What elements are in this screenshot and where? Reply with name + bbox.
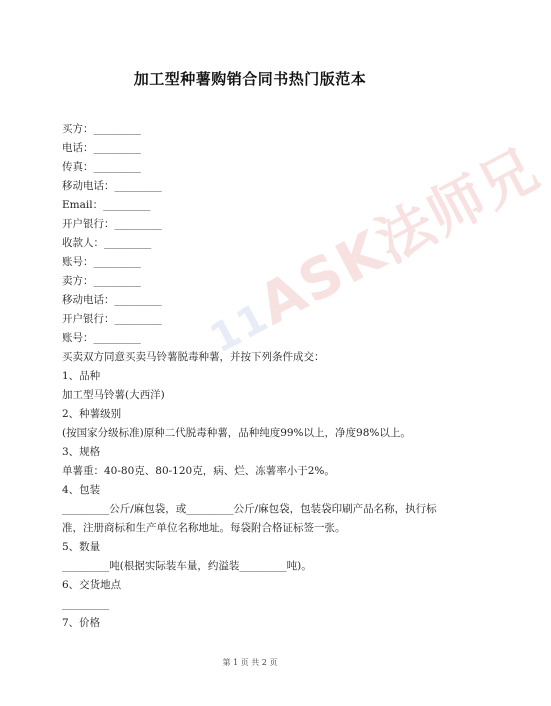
phone-line: 电话：_________ (62, 142, 141, 154)
bank-line: 开户银行：_________ (62, 218, 162, 230)
section-1-body: 加工型马铃薯(大西洋) (62, 389, 165, 401)
seller-mobile-line: 移动电话：_________ (62, 294, 162, 306)
section-6-body: _________ (62, 598, 110, 610)
document-title: 加工型种薯购销合同书热门版范本 (133, 70, 367, 88)
payee-line: 收款人：_________ (62, 237, 152, 249)
seller-line: 卖方：_________ (62, 275, 141, 287)
document-body (62, 120, 447, 633)
seller-bank-line: 开户银行：_________ (62, 313, 162, 325)
section-3-heading: 3、规格 (62, 446, 101, 458)
section-5-heading: 5、数量 (62, 541, 101, 553)
intro-paragraph: 买卖双方同意买卖马铃薯脱毒种薯，并按下列条件成交： (62, 351, 325, 363)
seller-account-line: 账号：_________ (62, 332, 141, 344)
section-6-heading: 6、交货地点 (62, 579, 122, 591)
email-line: Email：_________ (62, 199, 151, 211)
buyer-line: 买方：_________ (62, 123, 141, 135)
section-5-body: _________吨(根据实际装车量，约溢装_________吨)。 (62, 560, 312, 572)
section-4-heading: 4、包装 (62, 484, 101, 496)
section-4-body: _________公斤/麻包袋，或_________公斤/麻包袋，包装袋印刷产品名称，执行标准，注册商标和生产单位名称地址。每袋附合格证标签一张。 (62, 503, 437, 534)
section-2-heading: 2、种薯级别 (62, 408, 122, 420)
account-line: 账号：_________ (62, 256, 141, 268)
watermark-prefix: 11 (202, 293, 277, 363)
fax-line: 传真：_________ (62, 161, 141, 173)
page-footer: 第 1 页 共 2 页 (222, 658, 278, 667)
section-2-body: (按国家分级标准)原种二代脱毒种薯，品种纯度99%以上，净度98%以上。 (62, 427, 411, 439)
section-3-body: 单薯重：40-80克、80-120克，病、烂、冻薯率小于2%。 (62, 465, 335, 477)
section-7-heading: 7、价格 (62, 617, 101, 629)
mobile-line: 移动电话：_________ (62, 180, 162, 192)
watermark-text: ASK法师兄 (248, 136, 550, 338)
section-1-heading: 1、品种 (62, 370, 101, 382)
